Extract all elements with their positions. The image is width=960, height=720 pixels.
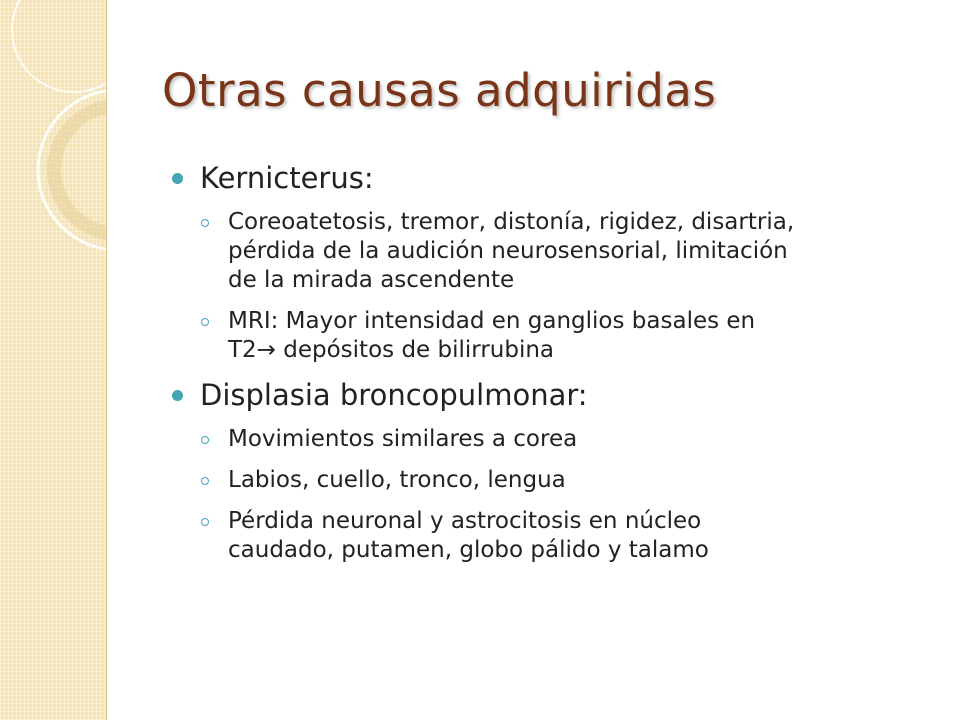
sub-bullet-line: Labios, cuello, tronco, lengua	[228, 467, 566, 493]
sub-bullet	[172, 425, 912, 454]
bullet-dot-icon	[172, 390, 183, 401]
sub-bullet-line: MRI: Mayor intensidad en ganglios basales en	[228, 308, 756, 334]
sub-bullet-ring-icon	[201, 318, 209, 326]
slide-body	[172, 160, 912, 577]
sub-bullet-ring-icon	[201, 436, 209, 444]
sub-bullet-line: Pérdida neuronal y astrocitosis en núcleo	[228, 508, 702, 534]
sub-bullet	[172, 208, 912, 295]
sub-bullet-line: T2→ depósitos de bilirrubina	[228, 337, 555, 363]
sub-bullet-ring-icon	[201, 518, 209, 526]
bullet-heading: Kernicterus:	[200, 161, 374, 195]
sub-bullet	[172, 307, 912, 365]
bullet-heading: Displasia broncopulmonar:	[200, 378, 588, 412]
sub-bullet-line: Coreoatetosis, tremor, distonía, rigidez, disartria,	[228, 209, 795, 235]
sub-bullet-line: Movimientos similares a corea	[228, 426, 578, 452]
sub-bullet-line: caudado, putamen, globo pálido y talamo	[228, 537, 709, 563]
slide-title: Otras causas adquiridas	[162, 64, 717, 117]
bullet-kernicterus	[172, 160, 912, 196]
decorative-sidebar	[0, 0, 107, 720]
bullet-displasia	[172, 377, 912, 413]
sub-bullet-ring-icon	[201, 477, 209, 485]
decorative-circles-icon	[0, 0, 106, 720]
bullet-dot-icon	[172, 173, 183, 184]
sub-bullet	[172, 466, 912, 495]
sub-bullet-line: pérdida de la audición neurosensorial, limitación	[228, 238, 788, 264]
sub-bullet	[172, 507, 912, 565]
sub-bullet-line: de la mirada ascendente	[228, 267, 515, 293]
sub-bullet-ring-icon	[201, 219, 209, 227]
